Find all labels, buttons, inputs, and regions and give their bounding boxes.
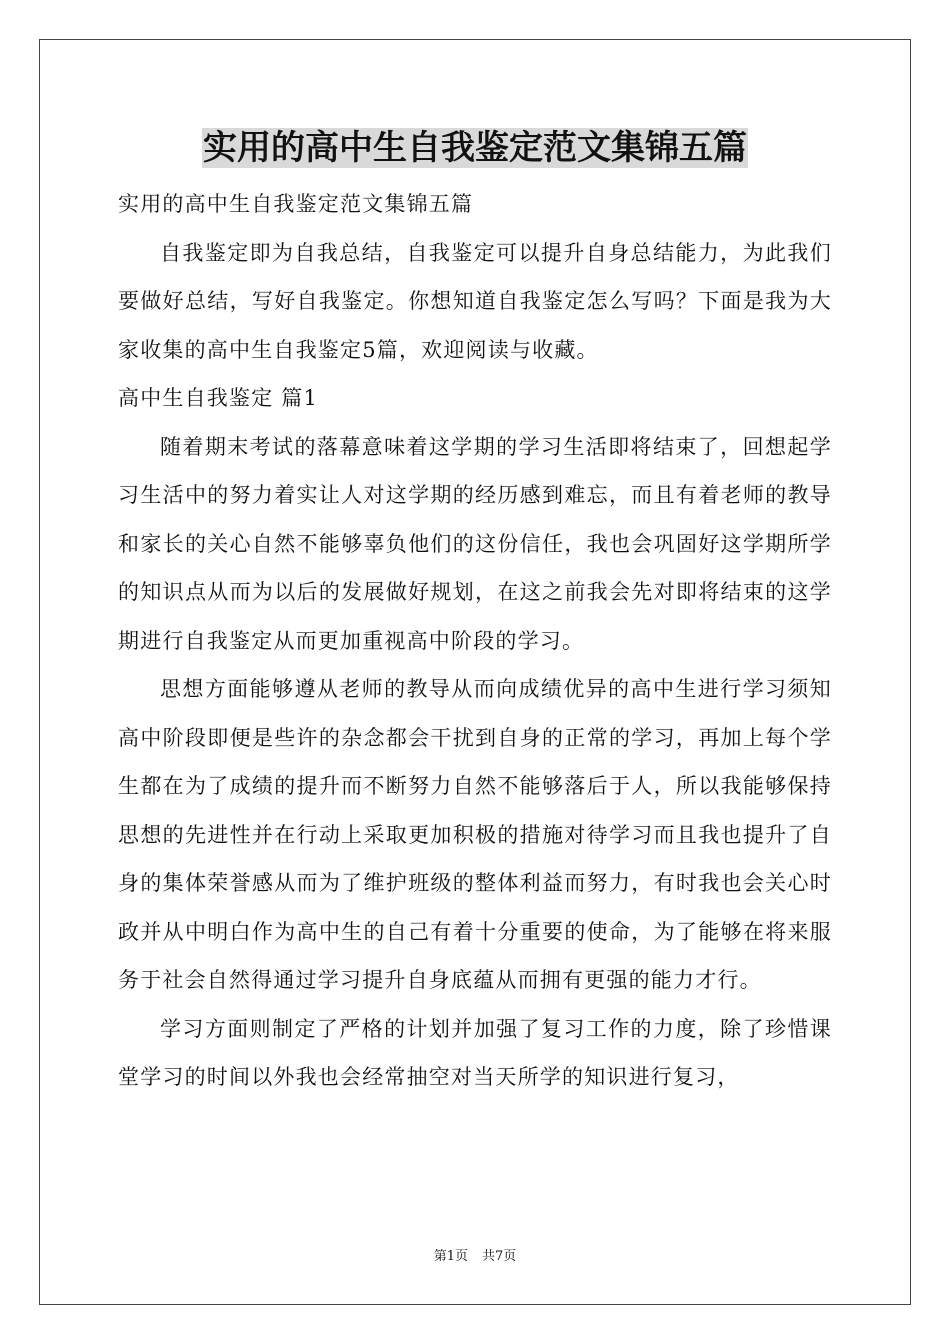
paragraph-subtitle: 实用的高中生自我鉴定范文集锦五篇 [118,192,474,216]
paragraph-body-3: 学习方面则制定了严格的计划并加强了复习工作的力度，除了珍惜课堂学习的时间以外我也会经常抽空对当天所学的知识进行复习， [118,1016,832,1089]
page-number: 第1页 [433,1249,468,1264]
paragraph-intro: 自我鉴定即为自我总结，自我鉴定可以提升自身总结能力，为此我们要做好总结，写好自我鉴定。你想知道自我鉴定怎么写吗？下面是我为大家收集的高中生自我鉴定5篇，欢迎阅读与收藏。 [118,240,832,362]
page-footer [0,1248,950,1266]
document-title-text: 实用的高中生自我鉴定范文集锦五篇 [203,128,747,168]
document-title [0,126,950,170]
paragraph-body-2: 思想方面能够遵从老师的教导从而向成绩优异的高中生进行学习须知高中阶段即便是些许的杂念都会干扰到自身的正常的学习，再加上每个学生都在为了成绩的提升而不断努力自然不能够落后于人，所以我能够保持思想的先进性并在行动上采取更加积极的措施对待学习而且我也提升了自身的集体荣誉感从而为了维护班级的整体利益而努力，有时我也会关心时政并从中明白作为高中生的自己有着十分重要的使命，为了能够在将来服务于社会自然得通过学习提升自身底蕴从而拥有更强的能力才行。 [118,677,832,992]
section-heading: 高中生自我鉴定 篇1 [118,386,319,410]
document-body [118,180,832,1102]
paragraph-body-1: 随着期末考试的落幕意味着这学期的学习生活即将结束了，回想起学习生活中的努力着实让人对这学期的经历感到难忘，而且有着老师的教导和家长的关心自然不能够辜负他们的这份信任，我也会巩固好这学期所学的知识点从而为以后的发展做好规划，在这之前我会先对即将结束的这学期进行自我鉴定从而更加重视高中阶段的学习。 [118,434,832,653]
page-total: 共7页 [482,1249,517,1264]
